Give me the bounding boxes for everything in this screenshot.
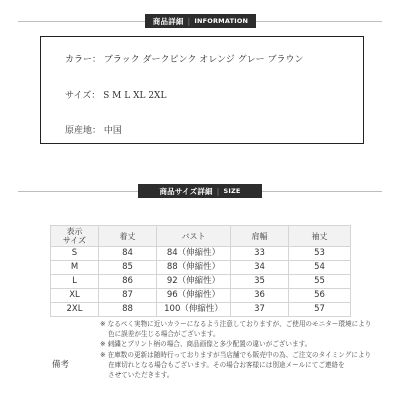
notes-label: 備考: [52, 360, 70, 370]
note-line: させていただきます。: [108, 371, 174, 380]
table-cell: 56: [289, 289, 351, 303]
note-line: ※ なるべく実物に近いカラーになるよう注意しておりますが、ご使用のモニター環境により: [100, 320, 372, 328]
table-cell: 53: [289, 247, 351, 261]
table-cell: 96（伸縮性）: [157, 289, 231, 303]
table-cell: M: [51, 261, 99, 275]
col-header-size: 表示 サイズ: [51, 226, 99, 247]
table-row: [51, 247, 351, 261]
table-cell: 88: [99, 303, 157, 317]
table-cell: 33: [231, 247, 289, 261]
table-cell: XL: [51, 289, 99, 303]
table-cell: 87: [99, 289, 157, 303]
table-cell: 84（伸縮性）: [157, 247, 231, 261]
note-line: ※ 刺繍とプリント柄の場合、商品画像と多少配置の違いがございます。: [100, 340, 312, 349]
table-cell: 2XL: [51, 303, 99, 317]
table-cell: 84: [99, 247, 157, 261]
table-cell: 36: [231, 289, 289, 303]
table-row: [51, 303, 351, 317]
table-cell: 37: [231, 303, 289, 317]
table-cell: 100（伸縮性）: [157, 303, 231, 317]
size-table: [50, 225, 351, 317]
size-details-subtitle: SIZE: [223, 187, 241, 195]
table-cell: L: [51, 275, 99, 289]
col-header-shoulder: 肩幅: [231, 226, 289, 247]
table-cell: 57: [289, 303, 351, 317]
origin-line: 原産地： 中国: [65, 126, 122, 136]
table-cell: 85: [99, 261, 157, 275]
table-cell: 54: [289, 261, 351, 275]
color-line: カラー： ブラック ダークピンク オレンジ グレー ブラウン: [65, 55, 304, 65]
product-details-header: [0, 14, 400, 28]
header-separator: |: [216, 186, 220, 196]
product-details-subtitle: INFORMATION: [194, 17, 249, 25]
col-header-length: 着丈: [99, 226, 157, 247]
size-details-title: 商品サイズ詳細: [159, 186, 213, 196]
note-line: ※ 在庫数の更新は随時行っておりますが当店舗でも販売中の為、ご注文のタイミングにより: [100, 350, 372, 359]
table-cell: 86: [99, 275, 157, 289]
table-row: [51, 275, 351, 289]
col-header-sleeve: 袖丈: [289, 226, 351, 247]
size-details-header: [0, 184, 400, 198]
table-cell: 88（伸縮性）: [157, 261, 231, 275]
header-separator: |: [187, 16, 191, 26]
size-line: サイズ： S M L XL 2XL: [65, 91, 167, 101]
product-details-tag: [145, 14, 256, 28]
note-line: 在庫切れとなる場合もございます。その場合お客様には別途メールにてご連絡を: [108, 360, 345, 369]
product-details-title: 商品詳細: [152, 16, 184, 26]
product-info-box: [40, 36, 364, 144]
table-cell: 92（伸縮性）: [157, 275, 231, 289]
table-cell: 35: [231, 275, 289, 289]
size-table-header-row: [51, 226, 351, 247]
note-line: 色に誤差が生じる場合がございます。: [108, 330, 220, 339]
table-row: [51, 261, 351, 275]
notes-text: [100, 319, 392, 380]
table-cell: S: [51, 247, 99, 261]
table-row: [51, 289, 351, 303]
table-cell: 34: [231, 261, 289, 275]
size-details-tag: [138, 184, 262, 198]
col-header-bust: バスト: [157, 226, 231, 247]
table-cell: 55: [289, 275, 351, 289]
